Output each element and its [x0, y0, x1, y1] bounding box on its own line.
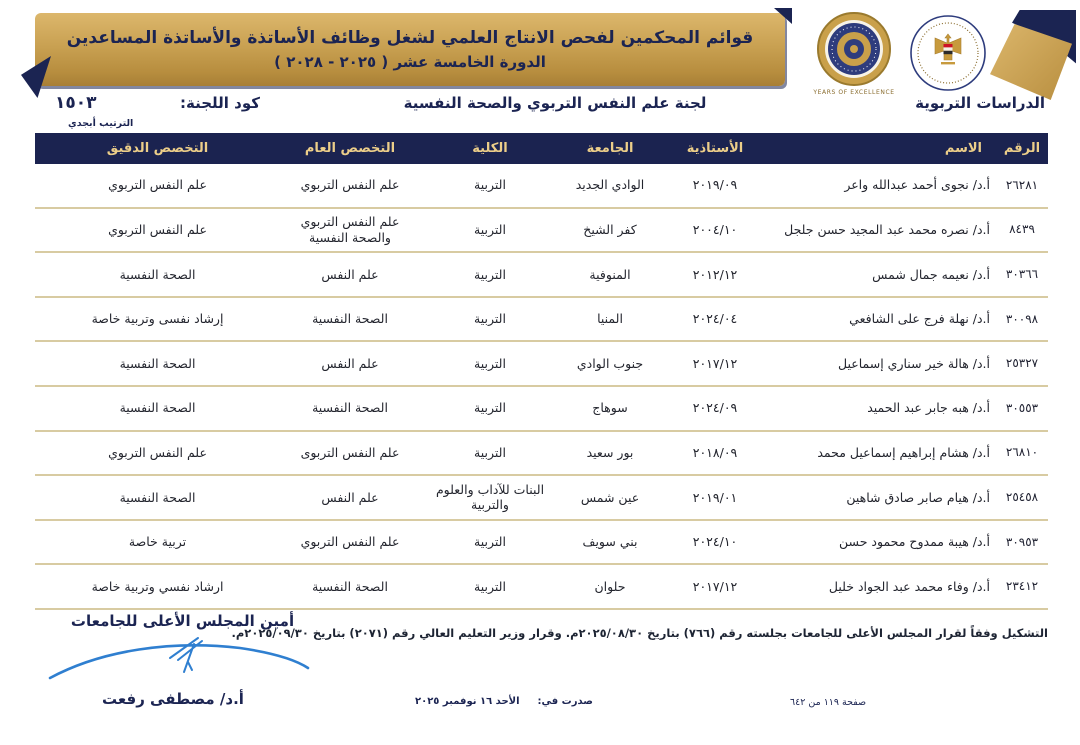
- cell-professorship: ٢٠١٩/٠١: [692, 489, 738, 505]
- cell-number: ٢٥٣٢٧: [1005, 356, 1039, 371]
- cell-professorship: ٢٠١٨/٠٩: [692, 445, 738, 461]
- cell-university: كفر الشيخ: [583, 222, 637, 238]
- cell-professorship: ٢٠١٩/٠٩: [692, 177, 738, 193]
- cell-name: أ.د/ نعيمه جمال شمس: [872, 266, 990, 282]
- table-row: [35, 565, 1048, 610]
- table-row: [35, 164, 1048, 209]
- cell-college: البنات للآداب والعلوم والتربية: [435, 481, 545, 513]
- cell-university: بني سويف: [582, 534, 638, 550]
- cell-precise-spec: الصحة النفسية: [119, 400, 196, 416]
- cell-general-spec: الصحة النفسية: [312, 311, 388, 327]
- table-row: [35, 253, 1048, 298]
- table-row: [35, 209, 1048, 254]
- cell-university: سوهاج: [592, 400, 628, 416]
- formation-decree-note: التشكيل وفقاً لقرار المجلس الأعلى للجامعات بجلسته رقم (٧٦٦) بتاريخ ٢٠٢٥/٠٨/٣٠م. وقرار وزير التعليم العالي رقم (٢٠٧١) بتاريخ ٢٠٢٥/٠٩/٣٠م.: [231, 626, 1048, 640]
- secretary-name: أ.د/ مصطفى رفعت: [102, 690, 244, 708]
- cell-general-spec: علم النفس التربوي: [300, 177, 400, 193]
- cell-number: ٢٣٤١٢: [1005, 579, 1039, 594]
- cell-college: التربية: [474, 578, 506, 594]
- column-header-name: الاسم: [944, 141, 982, 156]
- cell-name: أ.د/ هيبة ممدوح محمود حسن: [839, 534, 990, 550]
- column-header-professorship: الأستاذية: [686, 141, 744, 156]
- centenary-caption-text: YEARS OF EXCELLENCE: [813, 89, 895, 96]
- issued-label: صدرت في:: [537, 696, 593, 707]
- cell-number: ٨٤٣٩: [1009, 222, 1035, 237]
- cell-number: ٢٦٢٨١: [1005, 177, 1039, 192]
- cell-college: التربية: [474, 400, 506, 416]
- cell-precise-spec: علم النفس التربوي: [108, 177, 207, 193]
- cell-name: أ.د/ هيام صابر صادق شاهين: [846, 489, 990, 505]
- committee-code-value: ١٥٠٣: [55, 93, 97, 113]
- cell-university: حلوان: [594, 578, 626, 594]
- secretary-title: أمين المجلس الأعلى للجامعات: [70, 612, 295, 630]
- cell-general-spec: علم النفس: [321, 355, 379, 371]
- table-row: [35, 476, 1048, 521]
- cell-professorship: ٢٠٢٤/٠٤: [692, 311, 738, 327]
- cell-professorship: ٢٠٢٤/٠٩: [692, 400, 738, 416]
- cell-general-spec: علم النفس التربوي والصحة النفسية: [300, 214, 400, 245]
- issued-date: الأحد ١٦ نوفمبر ٢٠٢٥: [415, 696, 520, 707]
- page-number-info: صفحة ١١٩ من ٦٤٢: [790, 697, 867, 708]
- cell-precise-spec: الصحة النفسية: [119, 355, 196, 371]
- committee-code: [55, 93, 260, 113]
- cell-college: التربية: [474, 355, 506, 371]
- table-body: [35, 164, 1048, 610]
- cell-professorship: ٢٠١٧/١٢: [692, 355, 738, 371]
- alphabetical-order-note: الترتيب أبجدي: [68, 118, 134, 129]
- cell-college: التربية: [474, 177, 506, 193]
- cell-name: أ.د/ نصره محمد عبد المجيد حسن جلجل: [784, 222, 990, 238]
- cell-precise-spec: إرشاد نفسى وتربية خاصة: [91, 311, 224, 327]
- cell-university: المنيا: [597, 311, 623, 327]
- cell-precise-spec: ارشاد نفسي وتربية خاصة: [91, 578, 224, 594]
- cell-name: أ.د/ هشام إبراهيم إسماعيل محمد: [817, 445, 990, 461]
- cell-professorship: ٢٠١٧/١٢: [692, 578, 738, 594]
- banner-title-line2: الدورة الخامسة عشر ( ٢٠٢٥ - ٢٠٢٨ ): [274, 53, 546, 71]
- cell-precise-spec: علم النفس التربوي: [108, 222, 207, 238]
- cell-university: جنوب الوادي: [576, 355, 644, 371]
- cell-university: الوادي الجديد: [575, 177, 645, 193]
- cell-name: أ.د/ وفاء محمد عبد الجواد خليل: [828, 578, 990, 594]
- cell-general-spec: علم النفس التربوى: [300, 445, 400, 461]
- column-header-precise-spec: التخصص الدقيق: [106, 141, 209, 156]
- cell-general-spec: علم النفس التربوي: [300, 534, 400, 550]
- column-header-university: الجامعة: [586, 141, 634, 156]
- scu-centenary-emblem-logo: [802, 10, 906, 98]
- cell-college: التربية: [474, 222, 506, 238]
- cell-general-spec: الصحة النفسية: [312, 578, 388, 594]
- cell-college: التربية: [474, 266, 506, 282]
- table-row: [35, 298, 1048, 343]
- cell-number: ٣٠٣٦٦: [1005, 266, 1039, 281]
- cell-professorship: ٢٠٠٤/١٠: [692, 222, 738, 238]
- cell-number: ٣٠٥٥٣: [1005, 400, 1039, 415]
- secretary-signature: [42, 632, 317, 688]
- table-row: [35, 432, 1048, 477]
- table-row: [35, 387, 1048, 432]
- cell-precise-spec: الصحة النفسية: [119, 489, 196, 505]
- cell-name: أ.د/ نجوى أحمد عبدالله واعر: [844, 177, 990, 193]
- cell-number: ٣٠٠٩٨: [1005, 311, 1039, 326]
- cell-name: أ.د/ هالة خير سناري إسماعيل: [838, 355, 990, 371]
- cell-professorship: ٢٠٢٤/١٠: [692, 534, 738, 550]
- title-banner: [35, 13, 785, 86]
- banner-title-line1: قوائم المحكمين لفحص الانتاج العلمي لشغل وظائف الأساتذة والأساتذة المساعدين: [66, 28, 754, 48]
- cell-number: ٢٦٨١٠: [1005, 445, 1039, 460]
- cell-precise-spec: تربية خاصة: [128, 534, 187, 550]
- cell-precise-spec: علم النفس التربوي: [108, 445, 207, 461]
- cell-name: أ.د/ هبه جابر عبد الحميد: [867, 400, 990, 416]
- cell-professorship: ٢٠١٢/١٢: [692, 266, 738, 282]
- issued-date-line: [415, 696, 593, 707]
- committee-title: لجنة علم النفس التربوي والصحة النفسية: [403, 94, 707, 112]
- reviewers-table: [35, 133, 1048, 610]
- cell-precise-spec: الصحة النفسية: [119, 266, 196, 282]
- cell-number: ٢٥٤٥٨: [1005, 489, 1039, 504]
- table-row: [35, 342, 1048, 387]
- column-header-college: الكلية: [472, 141, 508, 156]
- cell-university: عين شمس: [580, 489, 640, 505]
- table-header-row: [35, 133, 1048, 164]
- column-header-general-spec: التخصص العام: [304, 141, 396, 156]
- committee-code-label: كود اللجنة:: [180, 94, 260, 112]
- cell-college: التربية: [474, 311, 506, 327]
- cell-university: بور سعيد: [586, 445, 634, 461]
- column-header-number: الرقم: [1003, 141, 1041, 156]
- table-row: [35, 521, 1048, 566]
- cell-name: أ.د/ نهلة فرج على الشافعي: [849, 311, 990, 327]
- cell-general-spec: علم النفس: [321, 489, 379, 505]
- cell-college: التربية: [474, 445, 506, 461]
- cell-college: التربية: [474, 534, 506, 550]
- cell-general-spec: علم النفس: [321, 266, 379, 282]
- department-label: الدراسات التربوية: [915, 94, 1045, 112]
- ministry-of-higher-education-seal-logo: [908, 13, 988, 93]
- cell-university: المنوفية: [589, 266, 631, 282]
- cell-general-spec: الصحة النفسية: [312, 400, 388, 416]
- cell-number: ٣٠٩٥٣: [1005, 534, 1039, 549]
